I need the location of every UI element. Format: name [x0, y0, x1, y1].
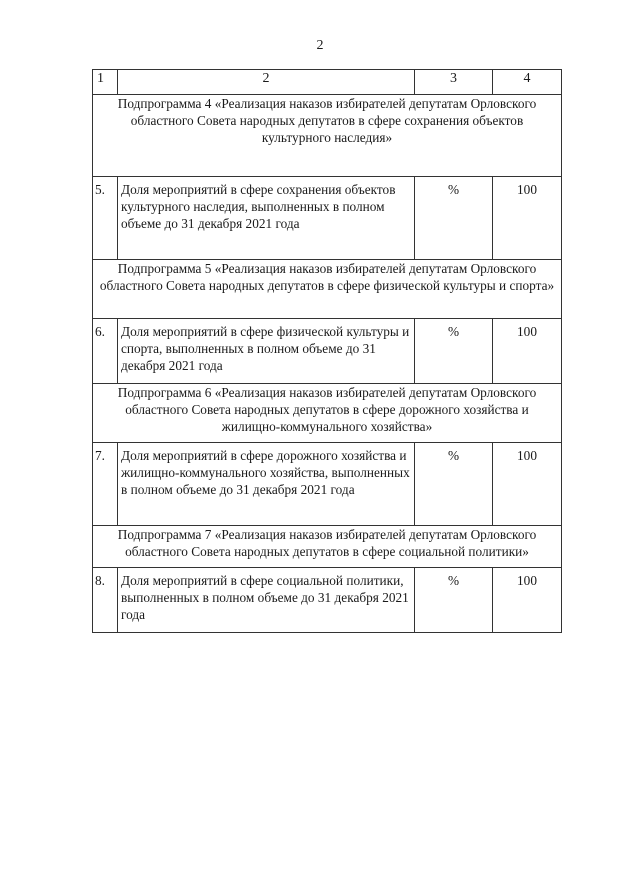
column-header-3: 3 [415, 70, 493, 95]
row-number: 6. [93, 319, 118, 384]
indicator-unit: % [415, 177, 493, 260]
indicator-unit: % [415, 319, 493, 384]
row-number: 7. [93, 443, 118, 526]
subprogram-row [93, 384, 562, 443]
indicator-unit: % [415, 443, 493, 526]
row-number: 8. [93, 568, 118, 633]
indicator-description: Доля мероприятий в сфере физической культуры и спорта, выполненных в полном объеме до 31 декабря 2021 года [118, 319, 415, 384]
subprogram-title: Подпрограмма 6 «Реализация наказов избирателей депутатам Орловского областного Совета народных депутатов в сфере дорожного хозяйства и жилищно-коммунального хозяйства» [93, 384, 562, 443]
subprogram-row [93, 526, 562, 568]
subprogram-row [93, 260, 562, 319]
page-number: 2 [316, 38, 324, 53]
table-row [93, 177, 562, 260]
column-header-2: 2 [118, 70, 415, 95]
subprogram-title: Подпрограмма 7 «Реализация наказов избирателей депутатам Орловского областного Совета народных депутатов в сфере социальной политики» [93, 526, 562, 568]
indicators-table [92, 69, 562, 633]
indicator-value: 100 [493, 177, 562, 260]
indicator-description: Доля мероприятий в сфере сохранения объектов культурного наследия, выполненных в полном объеме до 31 декабря 2021 года [118, 177, 415, 260]
column-header-4: 4 [493, 70, 562, 95]
subprogram-title: Подпрограмма 5 «Реализация наказов избирателей депутатам Орловского областного Совета народных депутатов в сфере физической культуры и спорта» [93, 260, 562, 319]
indicator-value: 100 [493, 319, 562, 384]
indicator-value: 100 [493, 568, 562, 633]
indicator-description: Доля мероприятий в сфере дорожного хозяйства и жилищно-коммунального хозяйства, выполненных в полном объеме до 31 декабря 2021 года [118, 443, 415, 526]
table-row [93, 319, 562, 384]
subprogram-title: Подпрограмма 4 «Реализация наказов избирателей депутатам Орловского областного Совета народных депутатов в сфере сохранения объектов культурного наследия» [93, 95, 562, 177]
column-header-1: 1 [93, 70, 118, 95]
indicator-value: 100 [493, 443, 562, 526]
table-row [93, 443, 562, 526]
indicator-description: Доля мероприятий в сфере социальной политики, выполненных в полном объеме до 31 декабря 2021 года [118, 568, 415, 633]
table-header-row [93, 70, 562, 95]
subprogram-row [93, 95, 562, 177]
indicator-unit: % [415, 568, 493, 633]
table-row [93, 568, 562, 633]
row-number: 5. [93, 177, 118, 260]
